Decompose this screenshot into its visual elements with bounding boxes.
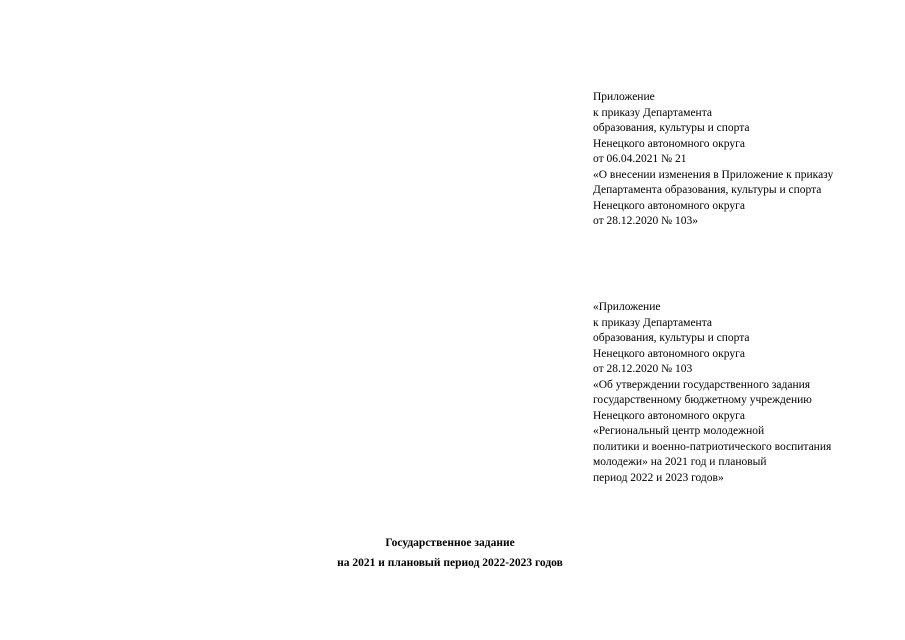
annex-line: к приказу Департамента xyxy=(593,106,712,119)
document-title-line-1: Государственное задание xyxy=(385,537,515,549)
annex-line: государственному бюджетному учреждению xyxy=(593,394,812,406)
annex-line: образования, культуры и спорта xyxy=(593,332,750,344)
annex-line: Ненецкого автономного округа xyxy=(593,347,745,360)
annex-header-original-order xyxy=(593,300,893,486)
annex-line: Ненецкого автономного округа xyxy=(593,199,745,212)
document-title xyxy=(300,533,600,573)
annex-header-current-order xyxy=(593,90,893,230)
annex-line: от 28.12.2020 № 103» xyxy=(593,215,698,227)
annex-line: «О внесении изменения в Приложение к приказу xyxy=(593,168,834,181)
annex-line: Департамента образования, культуры и спорта xyxy=(593,184,822,196)
annex-line: молодежи» на 2021 год и плановый xyxy=(593,456,767,468)
annex-line: от 28.12.2020 № 103 xyxy=(593,363,693,375)
annex-line: Ненецкого автономного округа xyxy=(593,137,745,150)
annex-line: от 06.04.2021 № 21 xyxy=(593,153,687,165)
annex-line: «Региональный центр молодежной xyxy=(593,425,765,437)
annex-line: «Об утверждении государственного задания xyxy=(593,378,811,391)
document-title-line-2: на 2021 и плановый период 2022-2023 годов xyxy=(337,557,563,569)
annex-line: период 2022 и 2023 годов» xyxy=(593,471,724,484)
annex-line: Приложение xyxy=(593,91,655,103)
annex-line: «Приложение xyxy=(593,301,661,313)
annex-line: образования, культуры и спорта xyxy=(593,122,750,134)
annex-line: Ненецкого автономного округа xyxy=(593,409,745,422)
annex-line: к приказу Департамента xyxy=(593,316,712,329)
annex-line: политики и военно-патриотического воспитания xyxy=(593,440,832,453)
